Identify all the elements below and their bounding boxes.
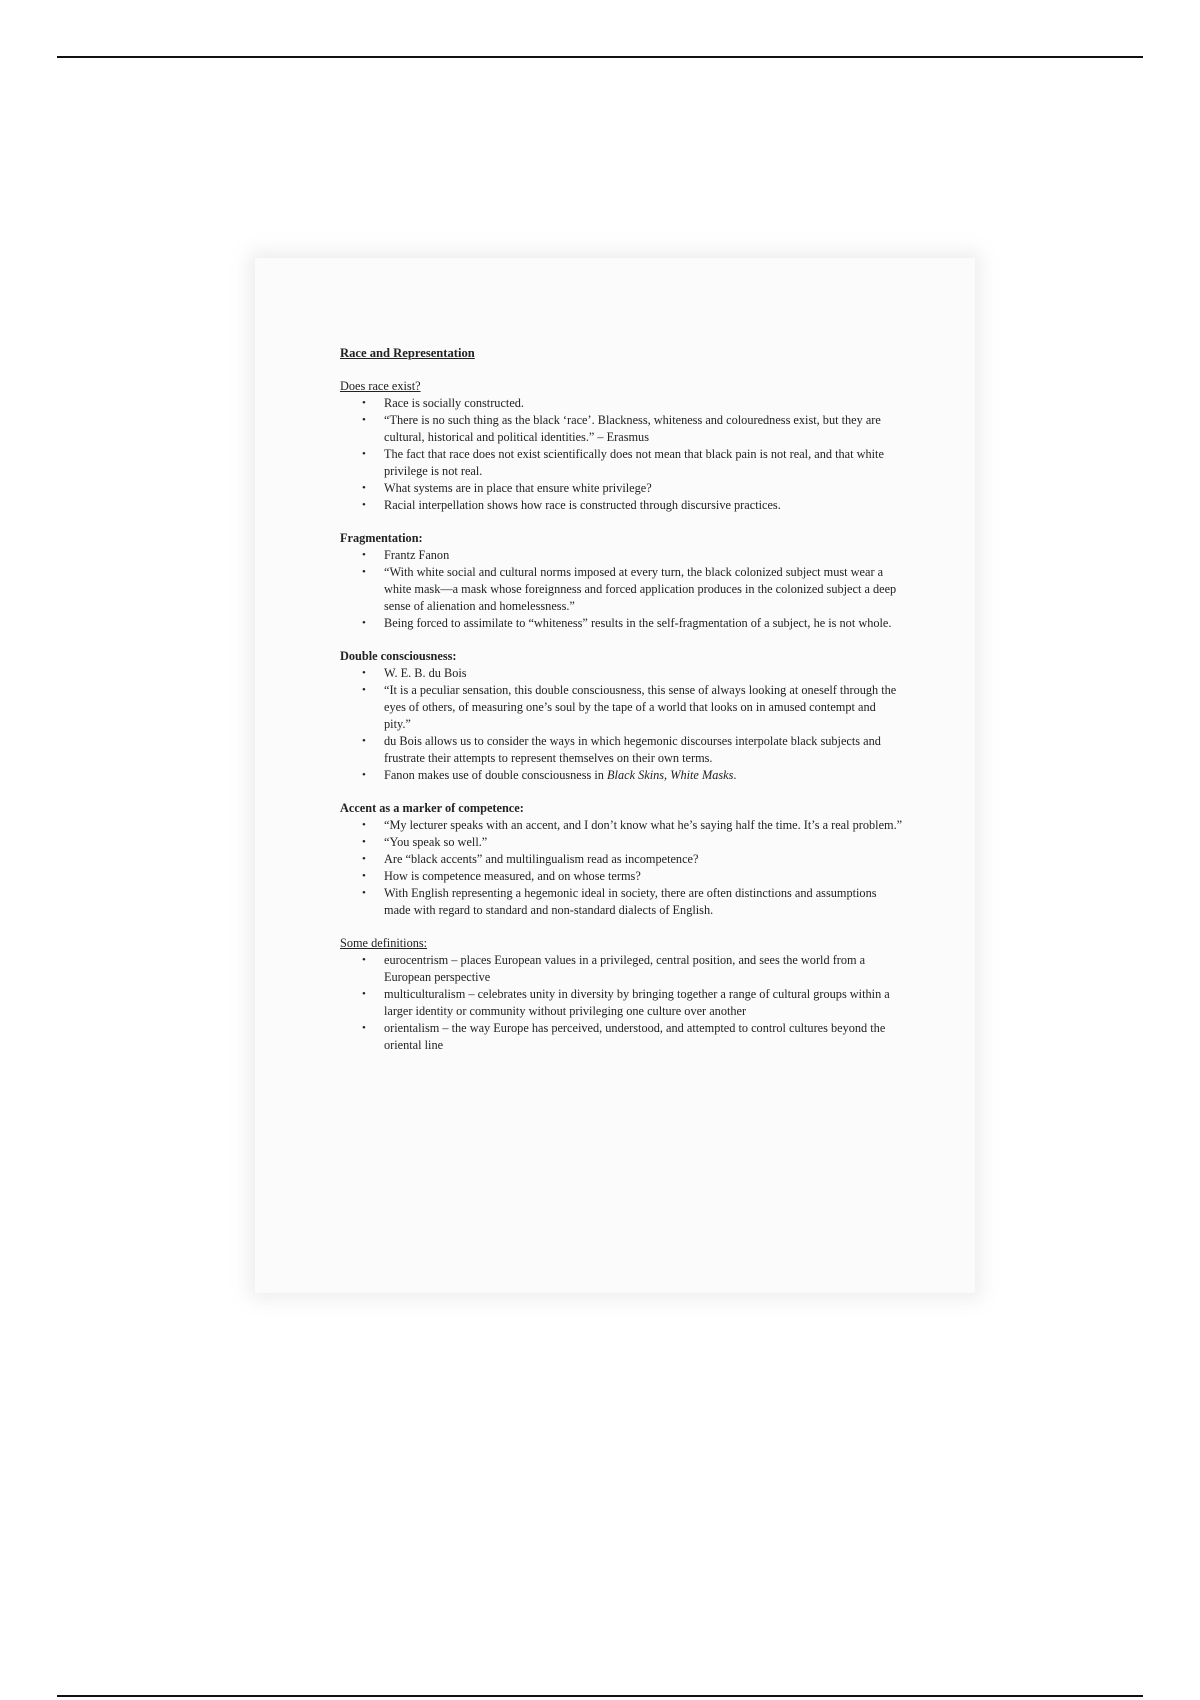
bullet-icon: • [362, 735, 366, 747]
section-double-consciousness [340, 648, 905, 784]
bullet-icon: • [362, 769, 366, 781]
bullet-list [340, 817, 905, 919]
bullet-list [340, 547, 905, 632]
list-item: • multiculturalism – celebrates unity in diversity by bringing together a range of cultural groups within a larger identity or community without privileging one culture over another [362, 987, 890, 1018]
section-heading: Fragmentation: [340, 531, 423, 545]
bullet-icon: • [362, 667, 366, 679]
list-item: • orientalism – the way Europe has perceived, understood, and attempted to control cultures beyond the oriental line [362, 1021, 886, 1052]
bullet-list [340, 952, 905, 1054]
bullet-icon: • [362, 448, 366, 460]
section-heading: Accent as a marker of competence: [340, 801, 524, 815]
bullet-icon: • [362, 870, 366, 882]
list-item: • What systems are in place that ensure white privilege? [362, 481, 652, 495]
bullet-icon: • [362, 397, 366, 409]
list-item: • eurocentrism – places European values in a privileged, central position, and sees the world from a European perspective [362, 953, 866, 984]
list-item: • “My lecturer speaks with an accent, and I don’t know what he’s saying half the time. It’s a real problem.” [362, 818, 903, 832]
list-item: • Are “black accents” and multilingualism read as incompetence? [362, 852, 699, 866]
list-item: • W. E. B. du Bois [362, 666, 467, 680]
bullet-icon: • [362, 853, 366, 865]
bullet-icon: • [362, 499, 366, 511]
document-title: Race and Representation [340, 346, 475, 360]
bullet-icon: • [362, 836, 366, 848]
list-item: • Fanon makes use of double consciousness in Black Skins, White Masks. [362, 768, 737, 782]
list-item: • “It is a peculiar sensation, this double consciousness, this sense of always looking at oneself through the eyes of others, of measuring one’s soul by the tape of a world that looks on in amused contempt and pity.” [362, 683, 897, 731]
section-heading: Does race exist? [340, 379, 421, 393]
section-heading: Some definitions: [340, 936, 428, 950]
list-item: • How is competence measured, and on whose terms? [362, 869, 641, 883]
list-item: • The fact that race does not exist scientifically does not mean that black pain is not real, and that white privilege is not real. [362, 447, 884, 478]
bullet-icon: • [362, 1022, 366, 1034]
bottom-rule [57, 1695, 1143, 1697]
list-item: • With English representing a hegemonic ideal in society, there are often distinctions and assumptions made with regard to standard and non-standard dialects of English. [362, 886, 877, 917]
top-rule [57, 56, 1143, 58]
bullet-icon: • [362, 684, 366, 696]
section-does-race-exist [340, 378, 905, 514]
bullet-icon: • [362, 482, 366, 494]
list-item: • “With white social and cultural norms imposed at every turn, the black colonized subject must wear a white mask—a mask whose foreignness and forced application produces in the colonized subject a deep sense of alienation and homelessness.” [362, 565, 897, 613]
section-definitions [340, 935, 905, 1054]
bullet-icon: • [362, 988, 366, 1000]
section-fragmentation [340, 530, 905, 632]
bullet-icon: • [362, 549, 366, 561]
list-item: • du Bois allows us to consider the ways in which hegemonic discourses interpolate black subjects and frustrate their attempts to represent themselves on their own terms. [362, 734, 881, 765]
book-title: Black Skins, White Masks [607, 768, 734, 782]
list-item: • Being forced to assimilate to “whiteness” results in the self-fragmentation of a subject, he is not whole. [362, 616, 892, 630]
bullet-icon: • [362, 566, 366, 578]
list-item: • “There is no such thing as the black ‘race’. Blackness, whiteness and colouredness exist, but they are cultural, historical and political identities.” – Erasmus [362, 413, 881, 444]
bullet-icon: • [362, 819, 366, 831]
bullet-list [340, 395, 905, 514]
list-item: • “You speak so well.” [362, 835, 488, 849]
bullet-icon: • [362, 887, 366, 899]
section-accent-competence [340, 800, 905, 919]
list-item: • Race is socially constructed. [362, 396, 525, 410]
bullet-list [340, 665, 905, 784]
bullet-icon: • [362, 617, 366, 629]
list-item: • Frantz Fanon [362, 548, 450, 562]
section-heading: Double consciousness: [340, 649, 457, 663]
document-page-image [255, 258, 975, 1293]
bullet-icon: • [362, 954, 366, 966]
document-content [340, 345, 905, 1070]
bullet-icon: • [362, 414, 366, 426]
list-item: • Racial interpellation shows how race is constructed through discursive practices. [362, 498, 781, 512]
